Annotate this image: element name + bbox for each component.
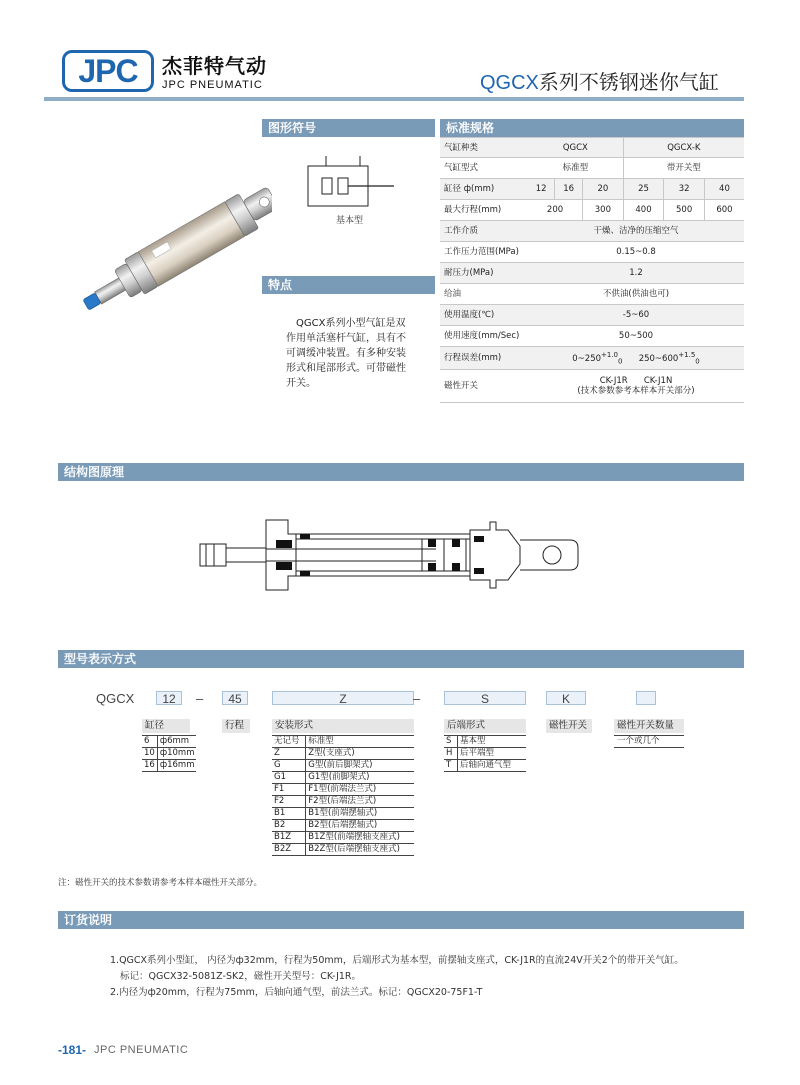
spec-model-a: 标准型 bbox=[528, 158, 623, 179]
spec-stroke: 200 bbox=[528, 200, 583, 221]
section-spec: 标准规格 bbox=[440, 119, 744, 137]
model-rear-table bbox=[444, 735, 526, 772]
spec-pressure-label: 工作压力范围(MPa) bbox=[440, 242, 528, 263]
spec-type-b: QGCX-K bbox=[623, 138, 744, 158]
rear-value: 后轴向通气型 bbox=[457, 760, 526, 772]
mount-value: G1型(前脚架式) bbox=[306, 772, 414, 784]
model-bore-table bbox=[142, 735, 196, 772]
mount-value: G型(前后脚架式) bbox=[306, 760, 414, 772]
cylinder-photo bbox=[58, 186, 272, 336]
spec-pressure: 0.15~0.8 bbox=[528, 242, 744, 263]
spec-stroke: 400 bbox=[623, 200, 664, 221]
bore-value: ф16mm bbox=[157, 760, 196, 772]
spec-tolerance-b-upper: +1.5 bbox=[678, 350, 696, 359]
bore-value: ф6mm bbox=[157, 736, 196, 748]
rear-key: H bbox=[444, 748, 457, 760]
spec-model-label: 气缸型式 bbox=[440, 158, 528, 179]
page-title bbox=[480, 70, 719, 95]
spec-bore: 12 bbox=[528, 179, 555, 200]
model-dash: – bbox=[413, 691, 421, 706]
model-qty-value: 一个或几个 bbox=[614, 735, 684, 748]
spec-tolerance bbox=[528, 347, 744, 370]
brand-name-en: JPC PNEUMATIC bbox=[162, 79, 263, 91]
spec-bore: 32 bbox=[664, 179, 705, 200]
note-text: 注：磁性开关的技术参数请参考本样本磁性开关部分。 bbox=[58, 878, 263, 888]
spec-bore: 20 bbox=[583, 179, 624, 200]
mount-value: F2型(后端法兰式) bbox=[306, 796, 414, 808]
page-number: -181- bbox=[58, 1043, 87, 1057]
bore-key: 10 bbox=[142, 748, 157, 760]
spec-bore-label: 缸径 ф(mm) bbox=[440, 179, 528, 200]
mount-value: B2Z型(后端摆轴支座式) bbox=[306, 844, 414, 856]
spec-bore: 25 bbox=[623, 179, 664, 200]
section-model: 型号表示方式 bbox=[58, 650, 744, 668]
header-divider bbox=[44, 97, 744, 101]
spec-type-a: QGCX bbox=[528, 138, 623, 158]
spec-table bbox=[440, 137, 744, 403]
order-line: 2.内径为ф20mm，行程为75mm，后轴向通气型，前法兰式。标记：QGCX20-75F1-T bbox=[110, 987, 483, 998]
spec-type-label: 气缸种类 bbox=[440, 138, 528, 158]
mount-key: Z bbox=[272, 748, 306, 760]
section-order: 订货说明 bbox=[58, 911, 744, 929]
page-title-text: 系列不锈钢迷你气缸 bbox=[538, 70, 719, 94]
section-structure: 结构图原理 bbox=[58, 463, 744, 481]
mount-key: F2 bbox=[272, 796, 306, 808]
order-line: 标记：QGCX32-5081Z-SK2，磁性开关型号：CK-J1R。 bbox=[120, 971, 362, 982]
rear-value: 后平端型 bbox=[457, 748, 526, 760]
model-mount-code: Z bbox=[272, 691, 414, 705]
model-dash: – bbox=[196, 691, 204, 706]
model-qty-code bbox=[636, 691, 656, 705]
model-switch-code: K bbox=[546, 691, 586, 705]
mount-value: Z型(支座式) bbox=[306, 748, 414, 760]
mount-value: B1Z型(前端摆轴支座式) bbox=[306, 832, 414, 844]
brand-name-cn: 杰菲特气动 bbox=[162, 54, 267, 78]
spec-speed-label: 使用速度(mm/Sec) bbox=[440, 326, 528, 347]
mount-value: F1型(前端法兰式) bbox=[306, 784, 414, 796]
spec-stroke-label: 最大行程(mm) bbox=[440, 200, 528, 221]
spec-tolerance-a-lower: 0 bbox=[618, 357, 623, 366]
spec-temp: -5~60 bbox=[528, 305, 744, 326]
mount-key: B1Z bbox=[272, 832, 306, 844]
structure-drawing bbox=[196, 512, 582, 598]
mount-key: G bbox=[272, 760, 306, 772]
spec-stroke: 300 bbox=[583, 200, 624, 221]
mount-key: F1 bbox=[272, 784, 306, 796]
model-bore-code: 12 bbox=[156, 691, 182, 705]
model-qty-header: 磁性开关数量 bbox=[614, 719, 684, 733]
rear-value: 基本型 bbox=[457, 736, 526, 748]
model-rear-header: 后端形式 bbox=[444, 719, 526, 733]
bore-key: 16 bbox=[142, 760, 157, 772]
model-mount-header: 安装形式 bbox=[272, 719, 414, 733]
spec-tolerance-b-lower: 0 bbox=[695, 357, 700, 366]
mount-key: 无记号 bbox=[272, 736, 306, 748]
model-rear-code: S bbox=[444, 691, 526, 705]
spec-proof: 1.2 bbox=[528, 263, 744, 284]
spec-lube-label: 给油 bbox=[440, 284, 528, 305]
spec-tolerance-a-upper: +1.0 bbox=[601, 350, 619, 359]
symbol-label: 基本型 bbox=[336, 216, 364, 226]
logo-letters: JPC bbox=[78, 53, 138, 89]
model-mount-table bbox=[272, 735, 414, 856]
spec-model-b: 带开关型 bbox=[623, 158, 744, 179]
spec-proof-label: 耐压力(MPa) bbox=[440, 263, 528, 284]
mount-key: G1 bbox=[272, 772, 306, 784]
features-text: QGCX系列小型气缸是双作用单活塞杆气缸，具有不可调缓冲装置。有多种安装形式和尾部形式。可带磁性开关。 bbox=[286, 318, 406, 389]
spec-switch-note: (技术参数参考本样本开关部分) bbox=[577, 386, 695, 396]
spec-bore: 16 bbox=[555, 179, 583, 200]
bore-key: 6 bbox=[142, 736, 157, 748]
section-symbol: 图形符号 bbox=[262, 119, 435, 137]
order-line: 1.QGCX系列小型缸， 内径为ф32mm，行程为50mm，后端形式为基本型，前摆轴支座式，CK-J1R的直流24V开关2个的带开关气缸。 bbox=[110, 955, 684, 966]
model-bore-header: 缸径 bbox=[142, 719, 190, 733]
model-stroke-code: 45 bbox=[222, 691, 248, 705]
spec-medium-label: 工作介质 bbox=[440, 221, 528, 242]
spec-speed: 50~500 bbox=[528, 326, 744, 347]
mount-value: B2型(后端摆轴式) bbox=[306, 820, 414, 832]
spec-tolerance-a: 0~250 bbox=[572, 353, 602, 364]
cylinder-symbol-icon bbox=[300, 156, 396, 212]
mount-value: 标准型 bbox=[306, 736, 414, 748]
spec-tolerance-label: 行程误差(mm) bbox=[440, 347, 528, 370]
spec-lube: 不供油(供油也可) bbox=[528, 284, 744, 305]
spec-switch-label: 磁性开关 bbox=[440, 370, 528, 403]
mount-key: B1 bbox=[272, 808, 306, 820]
rear-key: T bbox=[444, 760, 457, 772]
page-title-series: QGCX bbox=[480, 72, 539, 94]
spec-switch-models: CK-J1R CK-J1N bbox=[599, 376, 673, 386]
model-switch-header: 磁性开关 bbox=[546, 719, 592, 733]
spec-tolerance-b: 250~600 bbox=[638, 353, 679, 364]
spec-stroke: 600 bbox=[704, 200, 744, 221]
mount-value: B1型(前端摆轴式) bbox=[306, 808, 414, 820]
section-features: 特点 bbox=[262, 276, 435, 294]
model-prefix: QGCX bbox=[96, 691, 135, 706]
mount-key: B2Z bbox=[272, 844, 306, 856]
rear-key: S bbox=[444, 736, 457, 748]
spec-medium: 干燥、洁净的压缩空气 bbox=[528, 221, 744, 242]
model-stroke-header: 行程 bbox=[222, 719, 250, 733]
spec-switch bbox=[528, 370, 744, 403]
footer-brand: JPC PNEUMATIC bbox=[94, 1044, 189, 1056]
spec-bore: 40 bbox=[704, 179, 744, 200]
spec-temp-label: 使用温度(℃) bbox=[440, 305, 528, 326]
bore-value: ф10mm bbox=[157, 748, 196, 760]
mount-key: B2 bbox=[272, 820, 306, 832]
spec-stroke: 500 bbox=[664, 200, 705, 221]
